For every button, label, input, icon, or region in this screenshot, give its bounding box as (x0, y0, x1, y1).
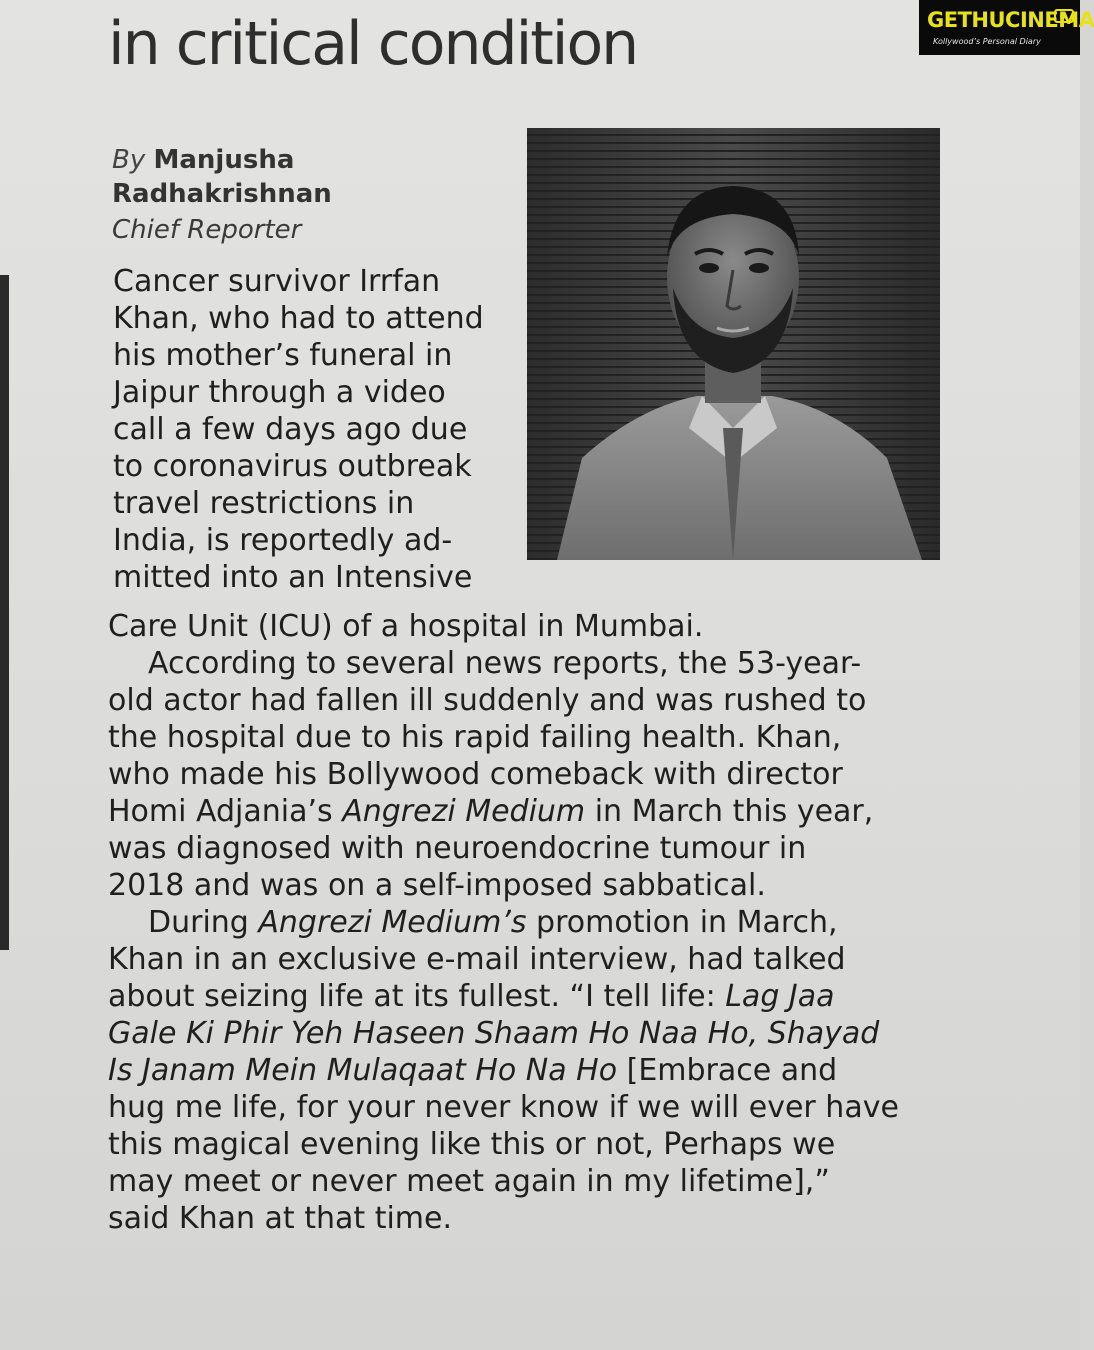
text-line: his mother’s funeral in (113, 338, 453, 373)
paragraph-3-line: this magical evening like this or not, Perhaps we (108, 1127, 836, 1162)
text-line: Khan, who had to attend (113, 301, 484, 336)
text-run: promotion in March, (526, 905, 838, 940)
text-line: Jaipur through a video (113, 375, 446, 410)
paragraph-3-line: Khan in an exclusive e-mail interview, had talked (108, 942, 846, 977)
paragraph-2-line: the hospital due to his rapid failing health. Khan, (108, 720, 842, 755)
paragraph-intro-last-line: Care Unit (ICU) of a hospital in Mumbai. (108, 609, 704, 644)
paragraph-2-line: old actor had fallen ill suddenly and was rushed to (108, 683, 867, 718)
paragraph-3-line (108, 978, 899, 1015)
song-lyric: Gale Ki Phir Yeh Haseen Shaam Ho Naa Ho, Shayad (108, 1016, 880, 1051)
film-title: Angrezi Medium’s (258, 905, 527, 940)
film-title: Angrezi Medium (342, 794, 586, 829)
text-line: call a few days ago due (113, 412, 468, 447)
text-run: [Embrace and (617, 1053, 838, 1088)
text-line: to coronavirus outbreak (113, 449, 472, 484)
paragraph-intro-column (113, 263, 484, 596)
paragraph-2-line: 2018 and was on a self-imposed sabbatical. (108, 868, 766, 903)
instagram-camera-icon (1054, 9, 1074, 23)
paragraph-2-line (108, 793, 899, 830)
paragraph-3-line: may meet or never meet again in my lifetime],” (108, 1164, 830, 1199)
text-line: mitted into an Intensive (113, 560, 473, 595)
logo-word-a: GETHU (927, 8, 1006, 32)
text-run: Homi Adjania’s (108, 794, 343, 829)
song-lyric: Is Janam Mein Mulaqaat Ho Na Ho (108, 1053, 618, 1088)
text-line: travel restrictions in (113, 486, 415, 521)
logo-word-b: CINEMA (1005, 8, 1094, 32)
text-run: about seizing life at its fullest. “I tell life: (108, 979, 726, 1014)
text-line: Cancer survivor Irrfan (113, 264, 441, 299)
paragraph-3-line (108, 1015, 899, 1052)
article-headline: in critical condition (108, 9, 638, 79)
byline (112, 143, 512, 247)
watermark-logo (919, 0, 1094, 55)
author-name-first: Manjusha (153, 145, 295, 175)
paragraph-2-line: According to several news reports, the 53-year- (148, 646, 862, 681)
author-role: Chief Reporter (112, 215, 302, 245)
text-run: During (148, 905, 259, 940)
watermark-tagline: Kollywood’s Personal Diary (933, 37, 1041, 46)
text-line: India, is reportedly ad- (113, 523, 453, 558)
portrait-photo-graphic (527, 128, 940, 560)
paragraph-3-line: said Khan at that time. (108, 1201, 453, 1236)
song-lyric: Lag Jaa (725, 979, 835, 1014)
column-divider-rule (0, 275, 9, 950)
byline-prefix: By (112, 145, 146, 175)
text-run: in March this year, (585, 794, 874, 829)
paragraph-2-line: who made his Bollywood comeback with director (108, 757, 843, 792)
paragraph-3-line (108, 904, 899, 941)
article-body-wide (108, 608, 899, 1237)
paragraph-2-line: was diagnosed with neuroendocrine tumour in (108, 831, 807, 866)
paragraph-3-line (108, 1052, 899, 1089)
paragraph-3-line: hug me life, for your never know if we will ever have (108, 1090, 899, 1125)
article-photo (527, 128, 940, 560)
author-name-last: Radhakrishnan (112, 179, 332, 209)
